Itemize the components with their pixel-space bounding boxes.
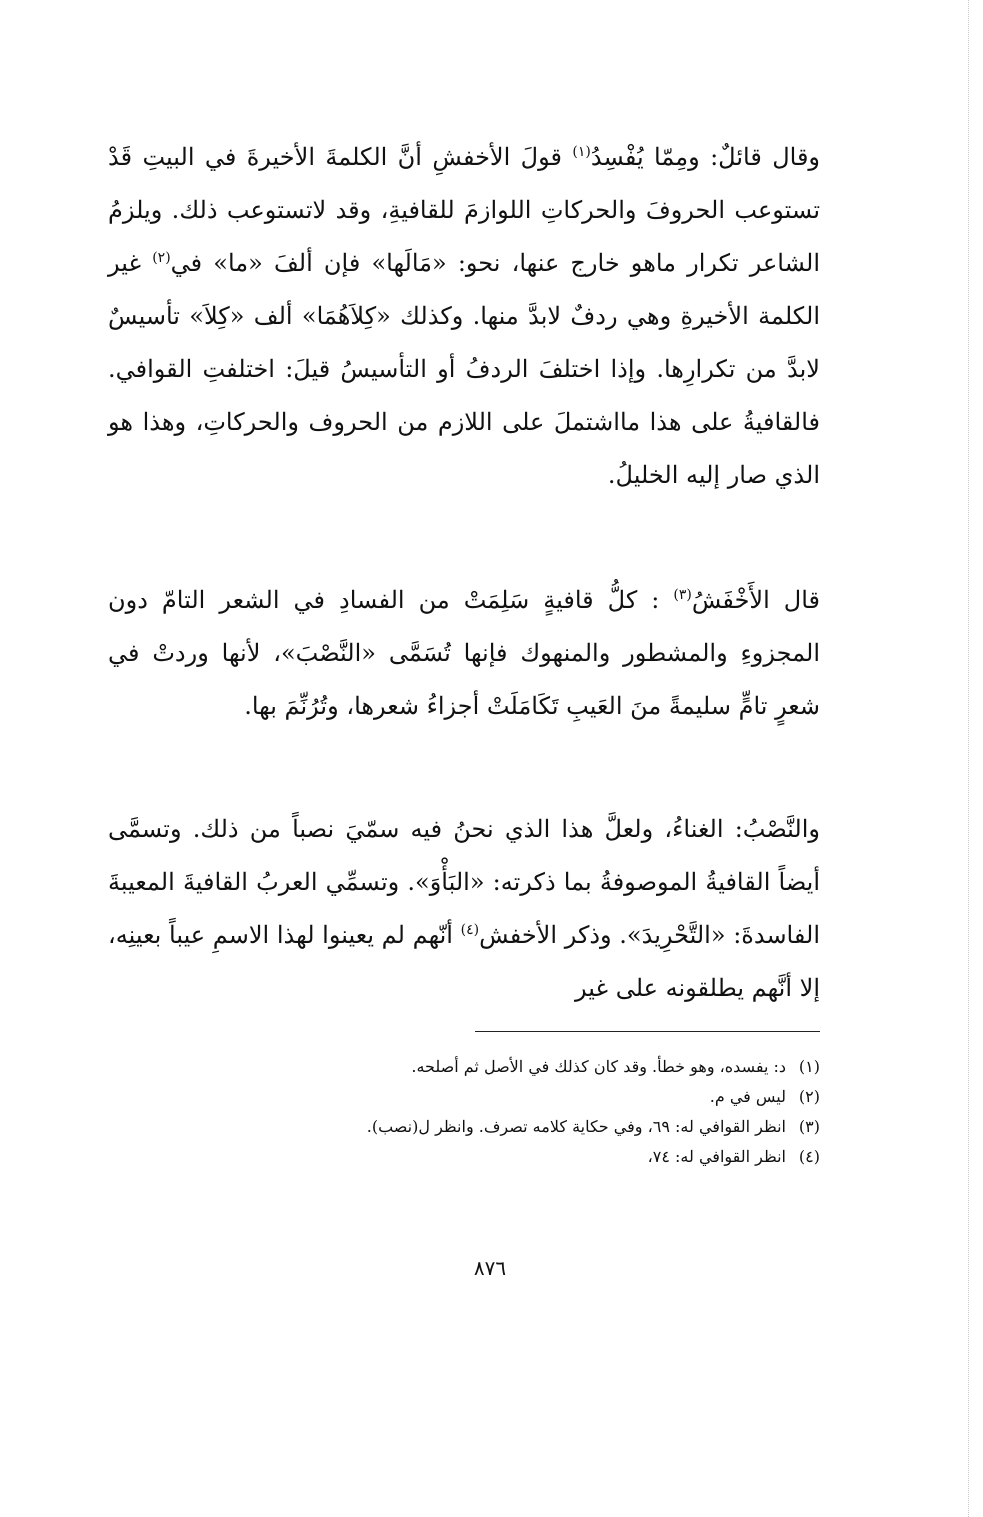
page-number: ٨٧٦ xyxy=(473,1256,507,1280)
footnote-number: (٣) xyxy=(798,1117,820,1136)
paragraph-text: قال الأَخْفَشُ xyxy=(691,586,820,614)
footnote-ref: (٣) xyxy=(673,587,692,603)
paragraph-1 xyxy=(108,131,820,502)
footnote-ref: (٤) xyxy=(460,922,480,938)
paragraph-text: قولَ الأخفشِ أنَّ الكلمةَ الأخيرةَ في البيتِ قَدْ تستوعب الحروفَ والحركاتِ اللوازمَ للقافيةِ، وقد لاتستوعب ذلك. ويلزمُ الشاعر تكرار ماهو خارج عنها، نحو: «مَالَها» فإن ألفَ «ما» في xyxy=(108,143,821,277)
footnote-ref: (١) xyxy=(572,144,591,160)
paragraph-text: أنّهم لم يعينوا لهذا الاسمِ عيباً بعينِه، إلا أنَّهم يطلقونه على غير xyxy=(108,921,820,1002)
footnote-number: (١) xyxy=(798,1057,820,1076)
footnote-text: انظر القوافي له: ٧٤، xyxy=(647,1147,786,1166)
paragraph-text: والنَّصْبُ: الغناءُ، ولعلَّ هذا الذي نحنُ فيه سمّيَ نصباً من ذلك. وتسمَّى أيضاً القافيةُ الموصوفةُ بما ذكرته: «البَأْوَ». وتسمِّي العربُ القافيةَ المعيبةَ الفاسدةَ: «التَّحْرِيدَ». وذكر الأخفش xyxy=(108,815,820,949)
paragraph-3 xyxy=(108,803,820,1015)
footnote-separator xyxy=(475,1031,820,1032)
paragraph-text: وقال قائلٌ: ومِمّا يُفْسِدُ xyxy=(590,143,821,171)
footnote-number: (٢) xyxy=(798,1087,820,1106)
footnote-item xyxy=(108,1082,820,1112)
footnote-number: (٤) xyxy=(798,1147,820,1166)
page-edge-divider xyxy=(968,0,969,1517)
footnote-text: د: يفسده، وهو خطأ. وقد كان كذلك في الأصل ثم أصلحه. xyxy=(411,1057,786,1076)
footnote-item xyxy=(108,1142,820,1172)
footnote-text: انظر القوافي له: ٦٩، وفي حكاية كلامه تصرف. وانظر ل(نصب). xyxy=(366,1117,786,1136)
footnote-ref: (٢) xyxy=(152,250,171,266)
paragraph-text: غير الكلمة الأخيرةِ وهي ردفٌ لابدَّ منها. وكذلك «كِلاَهُمَا» ألف «كِلاَ» تأسيسٌ لابدَّ من تكرارِها. وإذا اختلفَ الردفُ أو التأسيسُ قيلَ: اختلفتِ القوافي. فالقافيةُ على هذا مااشتملَ على اللازم من الحروف والحركاتِ، وهذا هو الذي صار إليه الخليلُ. xyxy=(108,249,821,489)
footnote-item xyxy=(108,1112,820,1142)
paragraph-text: : كلُّ قافيةٍ سَلِمَتْ من الفسادِ في الشعر التامّ دون المجزوءِ والمشطور والمنهوك فإنها تُسَمَّى «النَّصْبَ»، لأنها وردتْ في شعرٍ تامٍّ سليمةً منَ العَيبِ تَكَامَلَتْ أجزاءُ شعرها، وتُرُنِّمَ بها. xyxy=(108,586,820,720)
paragraph-2 xyxy=(108,574,820,733)
footnote-text: ليس في م. xyxy=(709,1087,786,1106)
footnotes-list xyxy=(108,1052,820,1172)
footnote-item xyxy=(108,1052,820,1082)
